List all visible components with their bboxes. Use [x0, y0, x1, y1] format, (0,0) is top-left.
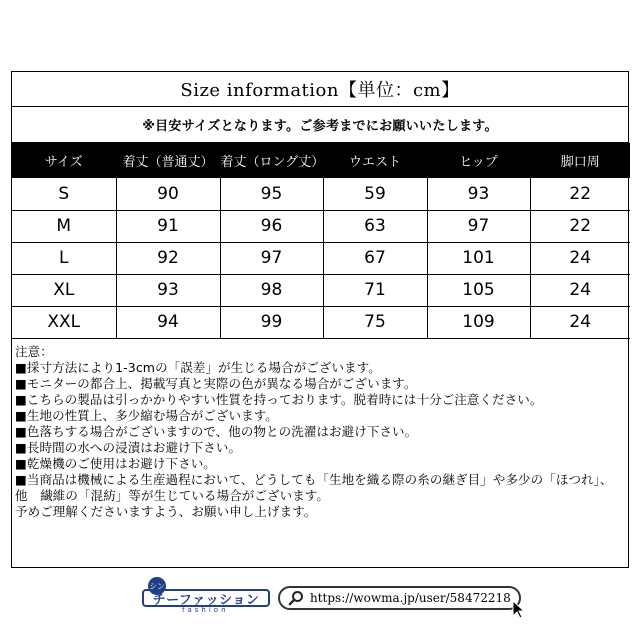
size-table-header	[12, 143, 630, 178]
table-cell: 91	[116, 210, 220, 242]
table-row	[12, 242, 630, 274]
logo-text: チーファッション	[142, 589, 270, 607]
table-cell: 24	[530, 242, 630, 274]
table-row	[12, 178, 630, 210]
note-line: 予めご理解くださいますよう、お願い申し上げます。	[15, 503, 317, 519]
search-icon	[288, 590, 304, 606]
notes-heading: 注意：	[15, 343, 53, 359]
shop-url-link[interactable]	[278, 586, 521, 610]
table-cell: 24	[530, 306, 630, 338]
shop-logo	[142, 581, 270, 615]
table-cell: M	[12, 210, 116, 242]
table-row	[12, 274, 630, 306]
header-length-long: 着丈（ロング丈）	[220, 143, 323, 178]
table-cell: 92	[116, 242, 220, 274]
header-hip: ヒップ	[427, 143, 530, 178]
table-cell: L	[12, 242, 116, 274]
note-line: ■乾燥機のご使用はお避け下さい。	[15, 455, 216, 471]
table-row	[12, 306, 630, 338]
size-info-sheet	[11, 71, 629, 568]
care-notes	[12, 339, 628, 520]
header-size: サイズ	[12, 143, 116, 178]
table-cell: 93	[427, 178, 530, 210]
header-leg-opening: 脚口周	[530, 143, 630, 178]
logo-subtext: fashion	[182, 606, 229, 614]
table-cell: 105	[427, 274, 530, 306]
table-cell: 67	[323, 242, 427, 274]
note-line: ■色落ちする場合がございますので、他の物との洗濯はお避け下さい。	[15, 423, 418, 439]
table-cell: S	[12, 178, 116, 210]
note-line: ■こちらの製品は引っかかりやすい性質を持っております。脱着時には十分ご注意ください。	[15, 391, 543, 407]
table-cell: 101	[427, 242, 530, 274]
table-cell: 94	[116, 306, 220, 338]
table-cell: 71	[323, 274, 427, 306]
footer	[142, 581, 521, 615]
note-line: ■長時間の水への浸漬はお避け下さい。	[15, 439, 242, 455]
table-row	[12, 210, 630, 242]
mouse-pointer-icon	[512, 600, 526, 624]
header-waist: ウエスト	[323, 143, 427, 178]
table-cell: 59	[323, 178, 427, 210]
note-line: ■採寸方法により1-3cmの「誤差」が生じる場合がございます。	[15, 359, 381, 375]
table-cell: 95	[220, 178, 323, 210]
note-line: ■当商品は機械による生産過程において、どうしても「生地を織る際の糸の継ぎ目」や多少の「ほつれ」、他 繊維の「混紡」等が生じている場合がございます。	[15, 471, 613, 503]
table-cell: 96	[220, 210, 323, 242]
logo-badge: シン	[148, 577, 166, 595]
table-cell: 63	[323, 210, 427, 242]
size-info-subtitle: ※目安サイズとなります。ご参考までにお願いいたします。	[12, 107, 628, 143]
table-cell: 22	[530, 210, 630, 242]
table-cell: XL	[12, 274, 116, 306]
table-cell: 93	[116, 274, 220, 306]
shop-url-text: https://wowma.jp/user/58472218	[310, 591, 511, 605]
table-cell: 98	[220, 274, 323, 306]
note-line: ■モニターの都合上、掲載写真と実際の色が異なる場合がございます。	[15, 375, 417, 391]
table-cell: XXL	[12, 306, 116, 338]
note-line: ■生地の性質上、多少縮む場合がございます。	[15, 407, 278, 423]
table-cell: 99	[220, 306, 323, 338]
size-info-title: Size information【単位：cm】	[12, 72, 628, 107]
table-cell: 24	[530, 274, 630, 306]
table-cell: 97	[220, 242, 323, 274]
table-cell: 97	[427, 210, 530, 242]
table-cell: 90	[116, 178, 220, 210]
header-length-normal: 着丈（普通丈）	[116, 143, 220, 178]
size-table	[12, 143, 630, 339]
table-cell: 22	[530, 178, 630, 210]
table-cell: 75	[323, 306, 427, 338]
table-cell: 109	[427, 306, 530, 338]
